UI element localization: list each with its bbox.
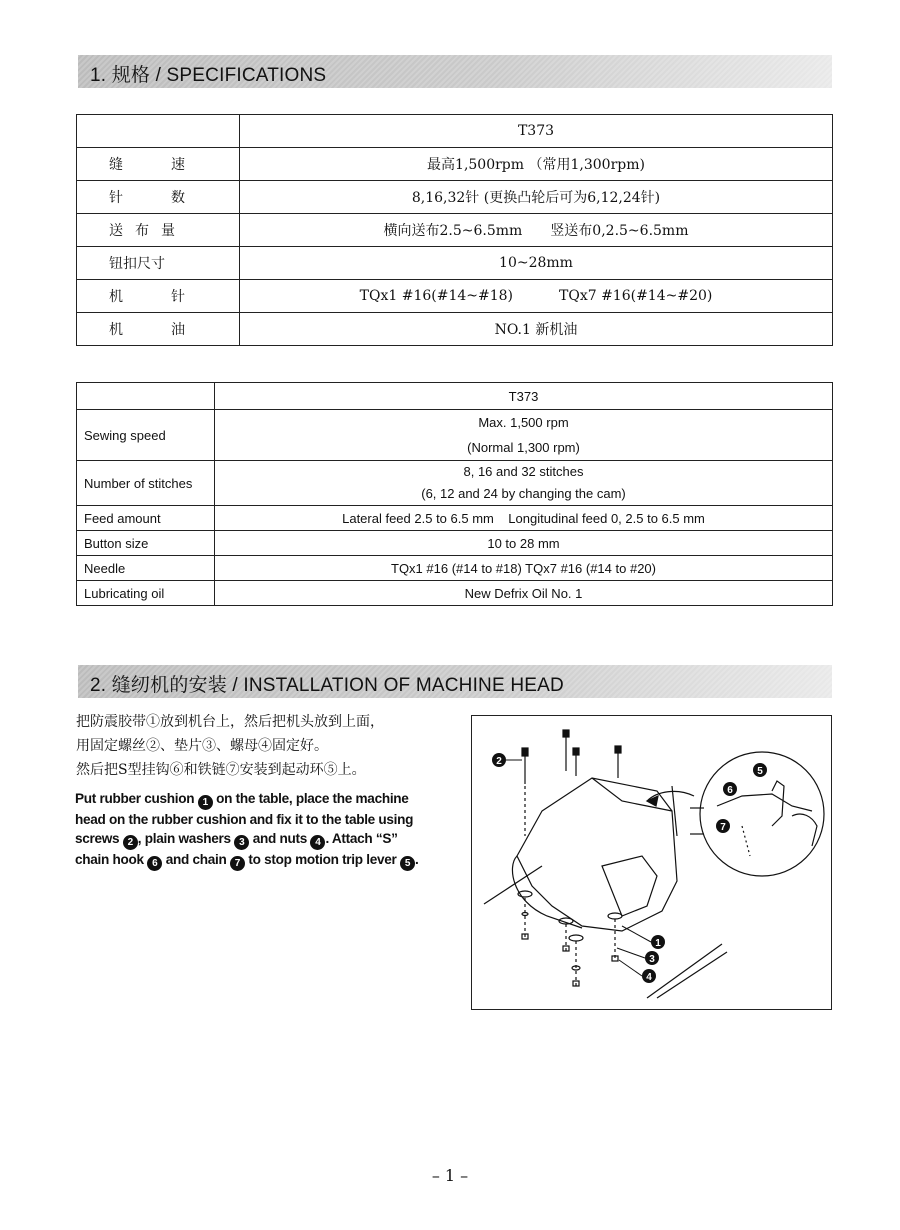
instruction-line: chain hook 6 and chain 7 to stop motion trip lever 5 . bbox=[75, 852, 419, 869]
table-edge-line bbox=[657, 952, 727, 998]
cushion-stack-icon bbox=[518, 891, 532, 939]
row-label: 机 针 bbox=[77, 280, 240, 313]
instructions-english bbox=[75, 789, 445, 871]
section-title: 2. 缝纫机的安装 / INSTALLATION OF MACHINE HEAD bbox=[90, 675, 564, 696]
table-header-row bbox=[77, 115, 833, 148]
installation-figure bbox=[471, 715, 832, 1010]
section-title: 1. 规格 / SPECIFICATIONS bbox=[90, 65, 327, 86]
table-row bbox=[77, 531, 833, 556]
instruction-line: screws 2 , plain washers 3 and nuts 4 . Attach “S” bbox=[75, 831, 398, 848]
svg-text:3: 3 bbox=[649, 954, 655, 965]
row-label: 缝 速 bbox=[77, 148, 240, 181]
screw-icon bbox=[573, 748, 579, 776]
callout-badge: 6 bbox=[147, 856, 162, 871]
model-cell: T373 bbox=[215, 383, 833, 410]
svg-text:5: 5 bbox=[757, 766, 763, 777]
table-row bbox=[77, 313, 833, 346]
cushion-stack-icon bbox=[569, 935, 583, 986]
row-value: Max. 1,500 rpm (Normal 1,300 rpm) bbox=[215, 410, 833, 461]
row-value: TQx1 #16 (#14 to #18) TQx7 #16 (#14 to #20) bbox=[215, 556, 833, 581]
row-value: New Defrix Oil No. 1 bbox=[215, 581, 833, 606]
callout-4-icon bbox=[642, 969, 656, 983]
row-value: NO.1 新机油 bbox=[240, 313, 833, 346]
instruction-line: 然后把S型挂钩⑥和铁链⑦安装到起动环⑤上。 bbox=[76, 762, 366, 778]
table-row bbox=[77, 556, 833, 581]
instructions-chinese bbox=[76, 710, 456, 782]
callout-7-icon bbox=[716, 819, 730, 833]
detail-chain bbox=[742, 826, 750, 856]
row-value: 8, 16 and 32 stitches (6, 12 and 24 by changing the cam) bbox=[215, 461, 833, 506]
row-value: Lateral feed 2.5 to 6.5 mm Longitudinal feed 0, 2.5 to 6.5 mm bbox=[215, 506, 833, 531]
row-label: Needle bbox=[77, 556, 215, 581]
row-value: 10~28mm bbox=[240, 247, 833, 280]
row-label: Button size bbox=[77, 531, 215, 556]
cushion-stack-icon bbox=[608, 913, 622, 961]
callout-2-icon bbox=[492, 753, 506, 767]
table-edge-line bbox=[647, 944, 722, 998]
row-label: 机 油 bbox=[77, 313, 240, 346]
row-label: 送 布 量 bbox=[77, 214, 240, 247]
callout-badge: 7 bbox=[230, 856, 245, 871]
machine-head-illustration bbox=[472, 716, 831, 1009]
instruction-line: 把防震胶带①放到机台上，然后把机头放到上面， bbox=[76, 714, 384, 730]
row-value: 最高1,500rpm （常用1,300rpm) bbox=[240, 148, 833, 181]
table-row bbox=[77, 581, 833, 606]
svg-text:4: 4 bbox=[646, 972, 652, 983]
instruction-line: Put rubber cushion 1 on the table, place the machine bbox=[75, 791, 409, 808]
screw-icon bbox=[563, 730, 569, 771]
table-header-row bbox=[77, 383, 833, 410]
callout-badge: 4 bbox=[310, 835, 325, 850]
row-label: Sewing speed bbox=[77, 410, 215, 461]
callout-3-icon bbox=[645, 951, 659, 965]
table-row bbox=[77, 181, 833, 214]
callout-badge: 5 bbox=[400, 856, 415, 871]
row-value: 8,16,32针 (更换凸轮后可为6,12,24针) bbox=[240, 181, 833, 214]
machine-mechanism bbox=[602, 856, 657, 916]
callout-badge: 1 bbox=[198, 795, 213, 810]
row-label: 针 数 bbox=[77, 181, 240, 214]
svg-text:7: 7 bbox=[720, 822, 726, 833]
instruction-line: head on the rubber cushion and fix it to the table using bbox=[75, 812, 414, 827]
table-row bbox=[77, 410, 833, 461]
row-value: 横向送布2.5~6.5mm 竖送布0,2.5~6.5mm bbox=[240, 214, 833, 247]
section-header-specifications bbox=[78, 55, 832, 88]
section-header-installation bbox=[78, 665, 832, 698]
row-label: 钮扣尺寸 bbox=[77, 247, 240, 280]
svg-text:2: 2 bbox=[496, 756, 502, 767]
table-row bbox=[77, 247, 833, 280]
callout-badge: 3 bbox=[234, 835, 249, 850]
table-row bbox=[77, 280, 833, 313]
instruction-line: 用固定螺丝②、垫片③、螺母④固定好。 bbox=[76, 738, 328, 754]
row-value: 10 to 28 mm bbox=[215, 531, 833, 556]
table-row bbox=[77, 461, 833, 506]
row-label: Number of stitches bbox=[77, 461, 215, 506]
detail-lever bbox=[717, 794, 812, 811]
spec-table-english bbox=[76, 382, 833, 606]
table-row bbox=[77, 506, 833, 531]
spec-table-chinese bbox=[76, 114, 833, 346]
callout-1-icon bbox=[651, 935, 665, 949]
table-row bbox=[77, 214, 833, 247]
page-number: – 1 – bbox=[431, 1166, 469, 1185]
row-value: TQx1 #16(#14~#18) TQx7 #16(#14~#20) bbox=[240, 280, 833, 313]
screw-icon bbox=[522, 748, 528, 836]
header-empty-cell bbox=[77, 383, 215, 410]
detail-hook bbox=[772, 781, 784, 826]
callout-badge: 2 bbox=[123, 835, 138, 850]
row-label: Feed amount bbox=[77, 506, 215, 531]
table-row bbox=[77, 148, 833, 181]
callout-6-icon bbox=[723, 782, 737, 796]
header-empty-cell bbox=[77, 115, 240, 148]
row-label: Lubricating oil bbox=[77, 581, 215, 606]
model-cell: T373 bbox=[240, 115, 833, 148]
svg-text:1: 1 bbox=[655, 938, 661, 949]
callout-5-icon bbox=[753, 763, 767, 777]
svg-text:6: 6 bbox=[727, 785, 733, 796]
screw-icon bbox=[615, 746, 621, 778]
detail-casing bbox=[792, 814, 817, 846]
